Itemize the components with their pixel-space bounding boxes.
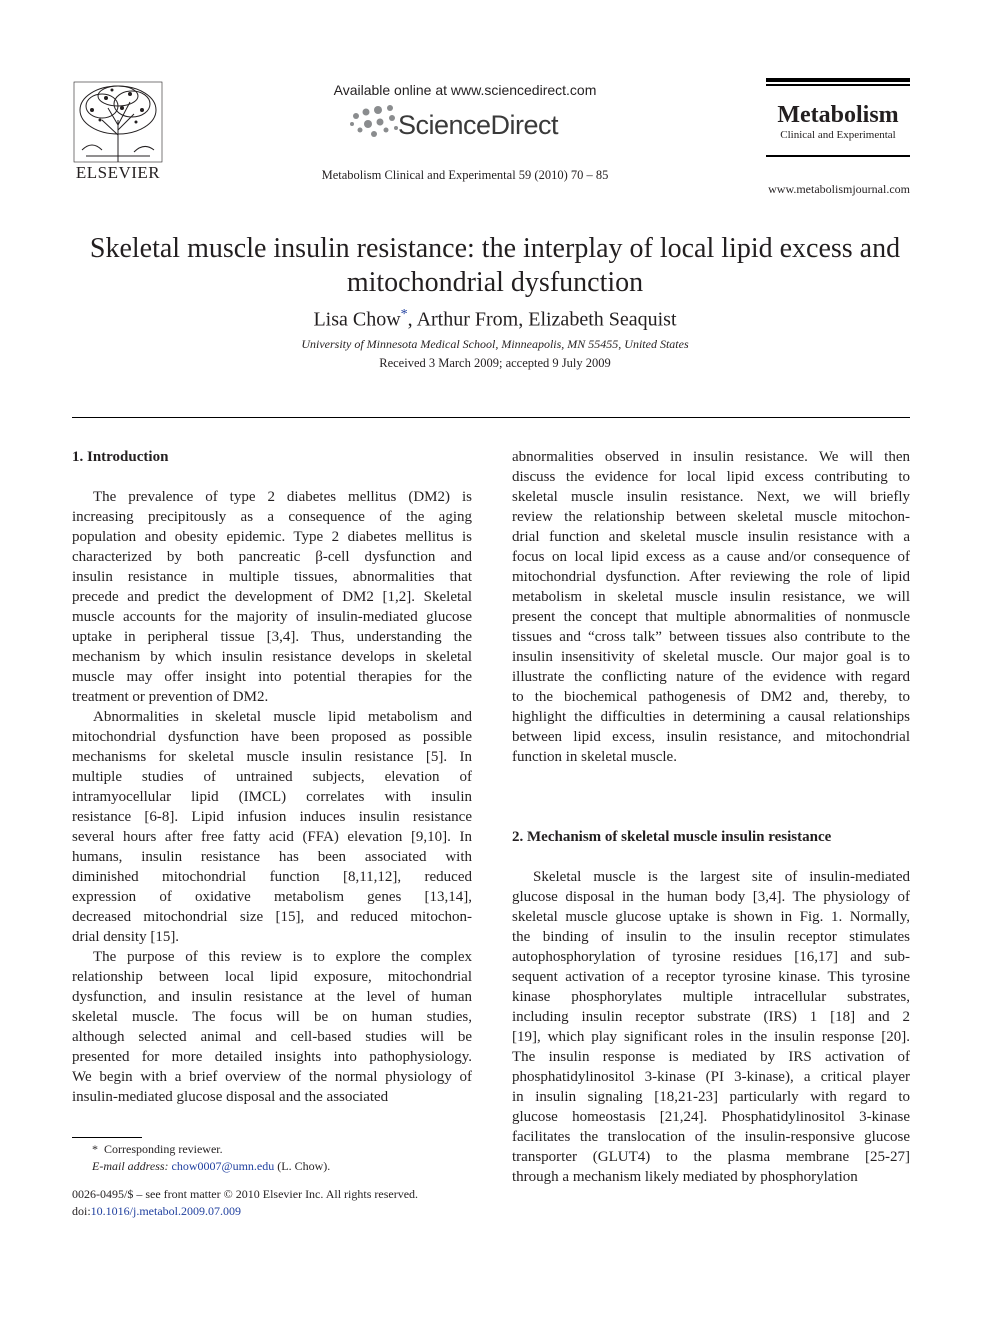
- text-line: mitochondrial dysfunction. After reviewing the role of lipid: [512, 569, 910, 585]
- text-line: glucose homeostasis [21,24]. Phosphatidylinositol 3-kinase: [512, 1109, 910, 1125]
- text-line: insulin-mediated glucose disposal and the associated: [72, 1089, 389, 1105]
- affiliation: University of Minnesota Medical School, Minneapolis, MN 55455, United States: [301, 337, 689, 351]
- text-line: intramyocellular lipid (IMCL) correlates with insulin: [72, 789, 472, 805]
- text-line: precede and predict the development of DM2 [1,2]. Skeletal: [72, 589, 472, 605]
- text-line: including insulin receptor substrate (IRS) 1 [18] and 2: [512, 1009, 910, 1025]
- article-title: [60, 232, 930, 300]
- text-line: drial function and skeletal muscle insulin resistance with a: [512, 529, 910, 545]
- email-suffix: (L. Chow).: [277, 1159, 331, 1173]
- text-line: multiple studies of untrained subjects, elevation of: [72, 769, 472, 785]
- text-line: skeletal muscle. The focus will be on human studies,: [72, 1009, 472, 1025]
- text-line: decreased mitochondrial size [15], and reduced mitochon-: [72, 909, 472, 925]
- text-line: muscle accounts for the majority of insulin-mediated glucose: [72, 609, 472, 625]
- email-link[interactable]: chow0007@umn.edu: [171, 1159, 275, 1173]
- author-names: , Arthur From, Elizabeth Seaquist: [407, 308, 677, 331]
- doi-label: doi:: [72, 1204, 91, 1218]
- email-label: E-mail address:: [92, 1159, 169, 1173]
- right-column: [512, 447, 910, 1187]
- text-line: increasing precipitously as a consequence of the aging: [72, 509, 472, 525]
- text-line: through a mechanism likely mediated by phosphorylation: [512, 1169, 858, 1185]
- footnote-copyright: [72, 1186, 492, 1220]
- footnote-marker: *: [92, 1142, 98, 1156]
- text-line: muscle may offer insight into potential therapies for the: [72, 669, 472, 685]
- text-line: between lipid excess, insulin resistance, and mitochondrial: [512, 729, 910, 745]
- paragraph: [512, 447, 910, 767]
- text-line: illustrate the conflicting nature of the evidence with regard: [512, 669, 910, 685]
- text-line: review the relationship between skeletal muscle mitochon-: [512, 509, 910, 525]
- text-line: to the biochemical pathogenesis of DM2 and, thereby, to: [512, 689, 910, 705]
- text-line: We begin with a brief overview of the normal physiology of: [72, 1069, 472, 1085]
- text-line: kinase phosphorylates multiple intracellular substrates,: [512, 989, 910, 1005]
- text-line: relationship between local lipid exposure, mitochondrial: [72, 969, 472, 985]
- header-divider: [72, 417, 910, 418]
- text-line: The purpose of this review is to explore the complex: [93, 949, 472, 965]
- text-line: dysfunction, and insulin resistance at the level of human: [72, 989, 472, 1005]
- text-line: mechanisms for skeletal muscle insulin resistance [5]. In: [72, 749, 472, 765]
- journal-rule: [766, 155, 910, 157]
- text-line: phosphatidylinositol 3-kinase (PI 3-kinase), a critical player: [512, 1069, 910, 1085]
- received-dates: Received 3 March 2009; accepted 9 July 2009: [379, 356, 611, 370]
- text-line: the binding of insulin to the insulin receptor stimulates: [512, 929, 910, 945]
- text-line: uptake in peripheral tissue [3,4]. Thus, understanding the: [72, 629, 472, 645]
- text-line: discuss the evidence for local lipid excess contributing to: [512, 469, 910, 485]
- text-line: [19], which play significant roles in the insulin response [20].: [512, 1029, 910, 1045]
- text-line: The insulin response is mediated by IRS activation of: [512, 1049, 910, 1065]
- text-line: focus on local lipid excess as a cause and/or consequence of: [512, 549, 910, 565]
- text-line: in insulin signaling [18,21-23] particularly with regard to: [512, 1089, 910, 1105]
- journal-subtitle: Clinical and Experimental: [780, 129, 896, 141]
- footnote-corresponding: [72, 1141, 472, 1175]
- text-line: metabolism in skeletal muscle insulin resistance, we will: [512, 589, 910, 605]
- author-name: Lisa Chow: [313, 308, 401, 331]
- text-line: resistance [6-8]. Lipid infusion induces insulin resistance: [72, 809, 472, 825]
- paragraph: [72, 707, 472, 947]
- journal-rule: [766, 78, 910, 82]
- text-line: glucose disposal in the human body [3,4]. The physiology of: [512, 889, 910, 905]
- available-online-line[interactable]: Available online at www.sciencedirect.com: [333, 82, 597, 98]
- text-line: transporter (GLUT4) to the plasma membrane [25-27]: [512, 1149, 910, 1165]
- paragraph: [512, 867, 910, 1187]
- text-line: insulin resistance in multiple tissues, abnormalities that: [72, 569, 472, 585]
- text-line: The prevalence of type 2 diabetes mellitus (DM2) is: [93, 489, 472, 505]
- elsevier-wordmark: ELSEVIER: [75, 163, 161, 182]
- paragraph: [72, 947, 472, 1107]
- paragraph: [72, 487, 472, 707]
- text-line: sequent activation of a receptor tyrosine kinase. This tyrosine: [512, 969, 910, 985]
- text-line: skeletal muscle glucose uptake is shown in Fig. 1. Normally,: [512, 909, 910, 925]
- section-heading: 1. Introduction: [72, 449, 169, 465]
- left-column: [72, 447, 472, 1107]
- text-line: function in skeletal muscle.: [512, 749, 677, 765]
- sciencedirect-wordmark[interactable]: ScienceDirect: [398, 110, 559, 140]
- text-line: autophosphorylation of tyrosine residues [16,17] and sub-: [512, 949, 910, 965]
- text-line: humans, insulin resistance has been associated with: [72, 849, 472, 865]
- text-line: present the concept that multiple abnormalities of nonmuscle: [512, 609, 910, 625]
- copyright-line: 0026-0495/$ – see front matter © 2010 Elsevier Inc. All rights reserved.: [72, 1187, 419, 1201]
- text-line: mechanism by which insulin resistance develops in skeletal: [72, 649, 472, 665]
- text-line: highlight the difficulties in determining a causal relationships: [512, 709, 910, 725]
- journal-citation: Metabolism Clinical and Experimental 59 (2010) 70 – 85: [321, 168, 609, 182]
- text-line: expression of oxidative metabolism genes [13,14],: [72, 889, 472, 905]
- author-list: [60, 307, 930, 332]
- text-line: although selected animal and cell-based studies will be: [72, 1029, 472, 1045]
- journal-title: Metabolism: [777, 102, 899, 128]
- text-line: mitochondrial dysfunction have been proposed as possible: [72, 729, 472, 745]
- journal-logo-box: [766, 78, 910, 157]
- footnote-text: Corresponding reviewer.: [104, 1142, 223, 1156]
- text-line: tissues and “cross talk” between tissues also contribute to the: [512, 629, 910, 645]
- text-line: several hours after free fatty acid (FFA) elevation [9,10]. In: [72, 829, 472, 845]
- text-line: diminished mitochondrial function [8,11,12], reduced: [72, 869, 472, 885]
- text-line: treatment or prevention of DM2.: [72, 689, 269, 705]
- footnote-rule: [72, 1137, 142, 1138]
- text-line: population and obesity epidemic. Type 2 diabetes mellitus is: [72, 529, 472, 545]
- doi-link[interactable]: 10.1016/j.metabol.2009.07.009: [90, 1204, 241, 1218]
- text-line: skeletal muscle insulin resistance. Next, we will briefly: [512, 489, 910, 505]
- text-line: presented for more detailed insights into pathophysiology.: [72, 1049, 472, 1065]
- text-line: characterized by both pancreatic β-cell dysfunction and: [72, 549, 472, 565]
- journal-url[interactable]: www.metabolismjournal.com: [768, 182, 910, 196]
- article-title-line: Skeletal muscle insulin resistance: the interplay of local lipid excess and: [89, 233, 901, 264]
- text-line: Skeletal muscle is the largest site of insulin-mediated: [533, 869, 910, 885]
- section-heading: 2. Mechanism of skeletal muscle insulin resistance: [512, 829, 832, 845]
- text-line: drial density [15].: [72, 929, 180, 945]
- corresponding-author-marker[interactable]: *: [400, 307, 408, 322]
- text-line: facilitates the translocation of the insulin-responsive glucose: [512, 1129, 910, 1145]
- text-line: Abnormalities in skeletal muscle lipid metabolism and: [93, 709, 472, 725]
- text-line: insulin insensitivity of skeletal muscle. Our major goal is to: [512, 649, 910, 665]
- text-line: abnormalities observed in insulin resistance. We will then: [512, 449, 910, 465]
- elsevier-tree-logo: [72, 80, 164, 164]
- journal-rule: [766, 84, 910, 86]
- article-title-line: mitochondrial dysfunction: [346, 267, 644, 298]
